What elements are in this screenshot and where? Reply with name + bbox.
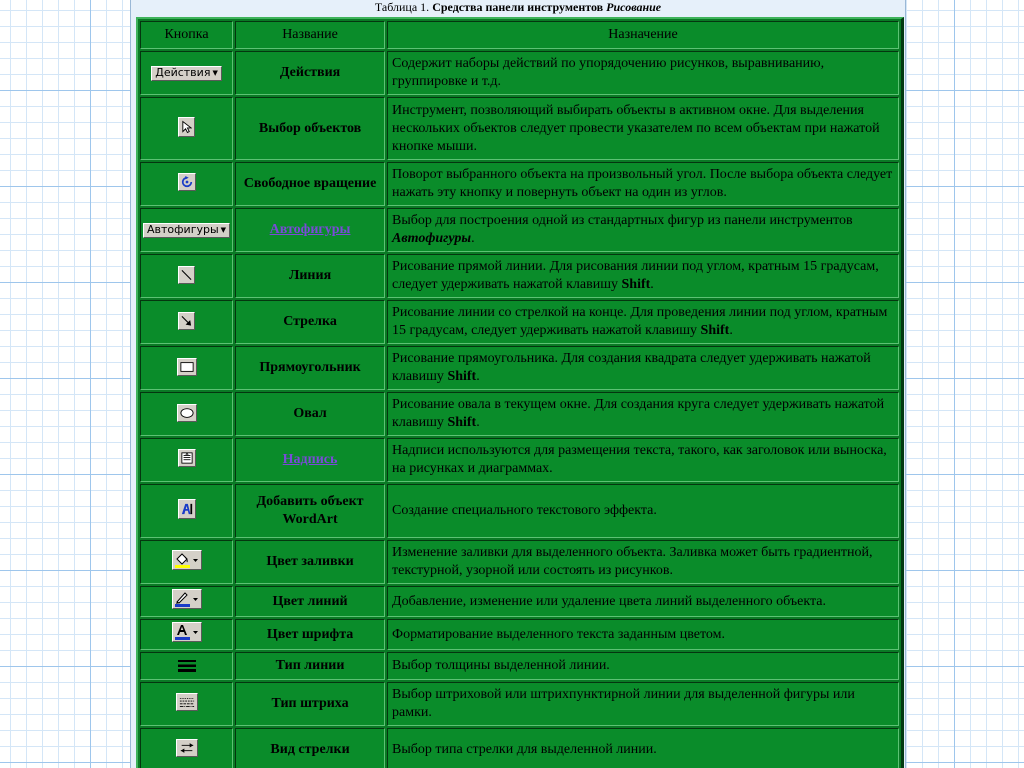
arrow-style-icon xyxy=(179,741,195,755)
tool-desc xyxy=(387,208,899,252)
chevron-down-icon: ▼ xyxy=(212,69,218,77)
table-row xyxy=(140,300,899,344)
fill-color-button[interactable] xyxy=(172,550,202,570)
button-cell xyxy=(140,254,233,298)
button-cell xyxy=(140,208,233,252)
document-page xyxy=(130,0,906,768)
button-cell xyxy=(140,540,233,584)
button-cell xyxy=(140,484,233,538)
tool-desc: Выбор штриховой или штрихпунктирной линии для выделенной фигуры или рамки. xyxy=(387,682,899,726)
tool-desc xyxy=(387,392,899,436)
dash-style-button[interactable] xyxy=(176,693,198,711)
rectangle-icon xyxy=(180,361,194,373)
desc-text: Рисование прямой линии. Для рисования линии под углом, кратным 15 градусам, следует удерживать нажатой клавишу xyxy=(392,259,879,292)
desc-tail: . xyxy=(729,323,733,338)
button-cell xyxy=(140,162,233,206)
tool-desc xyxy=(387,254,899,298)
tool-desc: Инструмент, позволяющий выбирать объекты в активном окне. Для выделения нескольких объектов следует провести указателем по всем объектам при нажатой кнопке мыши. xyxy=(387,97,899,160)
tool-name: Линия xyxy=(235,254,385,298)
line-style-icon[interactable] xyxy=(177,659,197,673)
button-cell xyxy=(140,619,233,650)
wordart-icon xyxy=(181,501,193,517)
button-cell xyxy=(140,51,233,95)
desc-tail: . xyxy=(476,415,480,430)
tool-name: Свободное вращение xyxy=(235,162,385,206)
tool-name: Цвет линий xyxy=(235,586,385,617)
tool-name: Цвет заливки xyxy=(235,540,385,584)
tool-name xyxy=(235,438,385,482)
caption-title: Средства панели инструментов xyxy=(432,0,607,14)
tool-desc: Выбор толщины выделенной линии. xyxy=(387,652,899,680)
header-button: Кнопка xyxy=(140,21,233,49)
tool-desc: Создание специального текстового эффекта. xyxy=(387,484,899,538)
arrow-icon xyxy=(181,315,192,327)
tool-desc: Надписи используются для размещения текста, такого, как заголовок или выноска, на рисунках и диаграммах. xyxy=(387,438,899,482)
font-color-icon xyxy=(174,623,200,641)
table-row xyxy=(140,540,899,584)
autoshapes-link[interactable]: Автофигуры xyxy=(269,222,351,237)
table-row xyxy=(140,652,899,680)
tool-name xyxy=(235,208,385,252)
line-button[interactable] xyxy=(178,266,195,284)
desc-key: Shift xyxy=(621,277,651,292)
header-name: Название xyxy=(235,21,385,49)
tool-name: Тип линии xyxy=(235,652,385,680)
tool-desc: Выбор типа стрелки для выделенной линии. xyxy=(387,728,899,768)
tool-desc xyxy=(387,346,899,390)
caption-title-emph: Рисование xyxy=(606,0,662,14)
button-cell xyxy=(140,438,233,482)
dash-style-icon xyxy=(179,695,195,709)
autoshapes-dropdown-button[interactable] xyxy=(143,223,230,238)
table-row xyxy=(140,254,899,298)
tool-desc: Изменение заливки для выделенного объекта. Заливка может быть градиентной, текстурной, узорной или состоять из рисунков. xyxy=(387,540,899,584)
drawing-toolbar-table xyxy=(136,17,904,768)
table-row xyxy=(140,586,899,617)
button-cell xyxy=(140,728,233,768)
tool-name: Цвет шрифта xyxy=(235,619,385,650)
arrow-style-button[interactable] xyxy=(176,739,198,757)
autoshapes-button-label: Автофигуры xyxy=(147,223,219,236)
textbox-icon xyxy=(181,451,193,465)
table-row xyxy=(140,162,899,206)
actions-dropdown-button[interactable] xyxy=(151,66,222,81)
table-row xyxy=(140,51,899,95)
desc-key: Shift xyxy=(700,323,730,338)
desc-key: Shift xyxy=(447,369,477,384)
table-row xyxy=(140,346,899,390)
button-cell xyxy=(140,682,233,726)
desc-text: Рисование прямоугольника. Для создания квадрата следует удерживать нажатой клавишу xyxy=(392,351,871,384)
tool-desc: Поворот выбранного объекта на произвольный угол. После выбора объекта следует нажать эту кнопку и повернуть объект на один из углов. xyxy=(387,162,899,206)
oval-button[interactable] xyxy=(177,404,197,422)
button-cell xyxy=(140,586,233,617)
tool-name: Тип штриха xyxy=(235,682,385,726)
textbox-link[interactable]: Надпись xyxy=(282,452,338,467)
table-row xyxy=(140,682,899,726)
table-row xyxy=(140,619,899,650)
table-row xyxy=(140,728,899,768)
tool-desc: Форматирование выделенного текста заданным цветом. xyxy=(387,619,899,650)
wordart-button[interactable] xyxy=(178,499,196,519)
tool-name: Действия xyxy=(235,51,385,95)
table-row xyxy=(140,438,899,482)
tool-name: Добавить объект WordArt xyxy=(235,484,385,538)
line-color-button[interactable] xyxy=(172,589,202,609)
table-row xyxy=(140,97,899,160)
tool-name: Выбор объектов xyxy=(235,97,385,160)
desc-tail: . xyxy=(476,369,480,384)
table-row xyxy=(140,484,899,538)
table-caption xyxy=(131,0,905,15)
desc-key: Shift xyxy=(447,415,477,430)
tool-desc: Содержит наборы действий по упорядочению рисунков, выравниванию, группировке и т.д. xyxy=(387,51,899,95)
select-objects-arrow-icon xyxy=(181,120,192,134)
tool-desc: Добавление, изменение или удаление цвета линий выделенного объекта. xyxy=(387,586,899,617)
button-cell xyxy=(140,300,233,344)
oval-icon xyxy=(180,407,194,419)
button-cell xyxy=(140,392,233,436)
chevron-down-icon: ▼ xyxy=(220,226,227,234)
button-cell xyxy=(140,652,233,680)
font-color-button[interactable] xyxy=(172,622,202,642)
button-cell xyxy=(140,97,233,160)
rectangle-button[interactable] xyxy=(177,358,197,376)
free-rotate-icon xyxy=(181,175,193,189)
caption-prefix: Таблица 1. xyxy=(374,0,433,14)
tool-name: Стрелка xyxy=(235,300,385,344)
tool-name: Овал xyxy=(235,392,385,436)
table-header-row xyxy=(140,21,899,49)
table-row xyxy=(140,208,899,252)
desc-text: Выбор для построения одной из стандартных фигур из панели инструментов xyxy=(392,213,853,228)
desc-tail: . xyxy=(650,277,654,292)
line-color-icon xyxy=(174,590,200,608)
textbox-button[interactable] xyxy=(178,449,196,467)
desc-emph: Автофигуры xyxy=(392,231,472,246)
arrow-button[interactable] xyxy=(178,312,195,330)
table-row xyxy=(140,392,899,436)
fill-color-icon xyxy=(174,551,200,569)
desc-text: Рисование овала в текущем окне. Для создания круга следует удерживать нажатой клавишу xyxy=(392,397,885,430)
line-icon xyxy=(181,269,192,281)
free-rotate-button[interactable] xyxy=(178,173,196,191)
header-purpose: Назначение xyxy=(387,21,899,49)
actions-button-label: Действия xyxy=(155,66,211,79)
tool-name: Прямоугольник xyxy=(235,346,385,390)
desc-text: Рисование линии со стрелкой на конце. Для проведения линии под углом, кратным 15 градусам, следует удерживать нажатой клавишу xyxy=(392,305,888,338)
tool-name: Вид стрелки xyxy=(235,728,385,768)
tool-desc xyxy=(387,300,899,344)
select-objects-button[interactable] xyxy=(178,117,195,137)
button-cell xyxy=(140,346,233,390)
desc-tail: . xyxy=(471,231,475,246)
